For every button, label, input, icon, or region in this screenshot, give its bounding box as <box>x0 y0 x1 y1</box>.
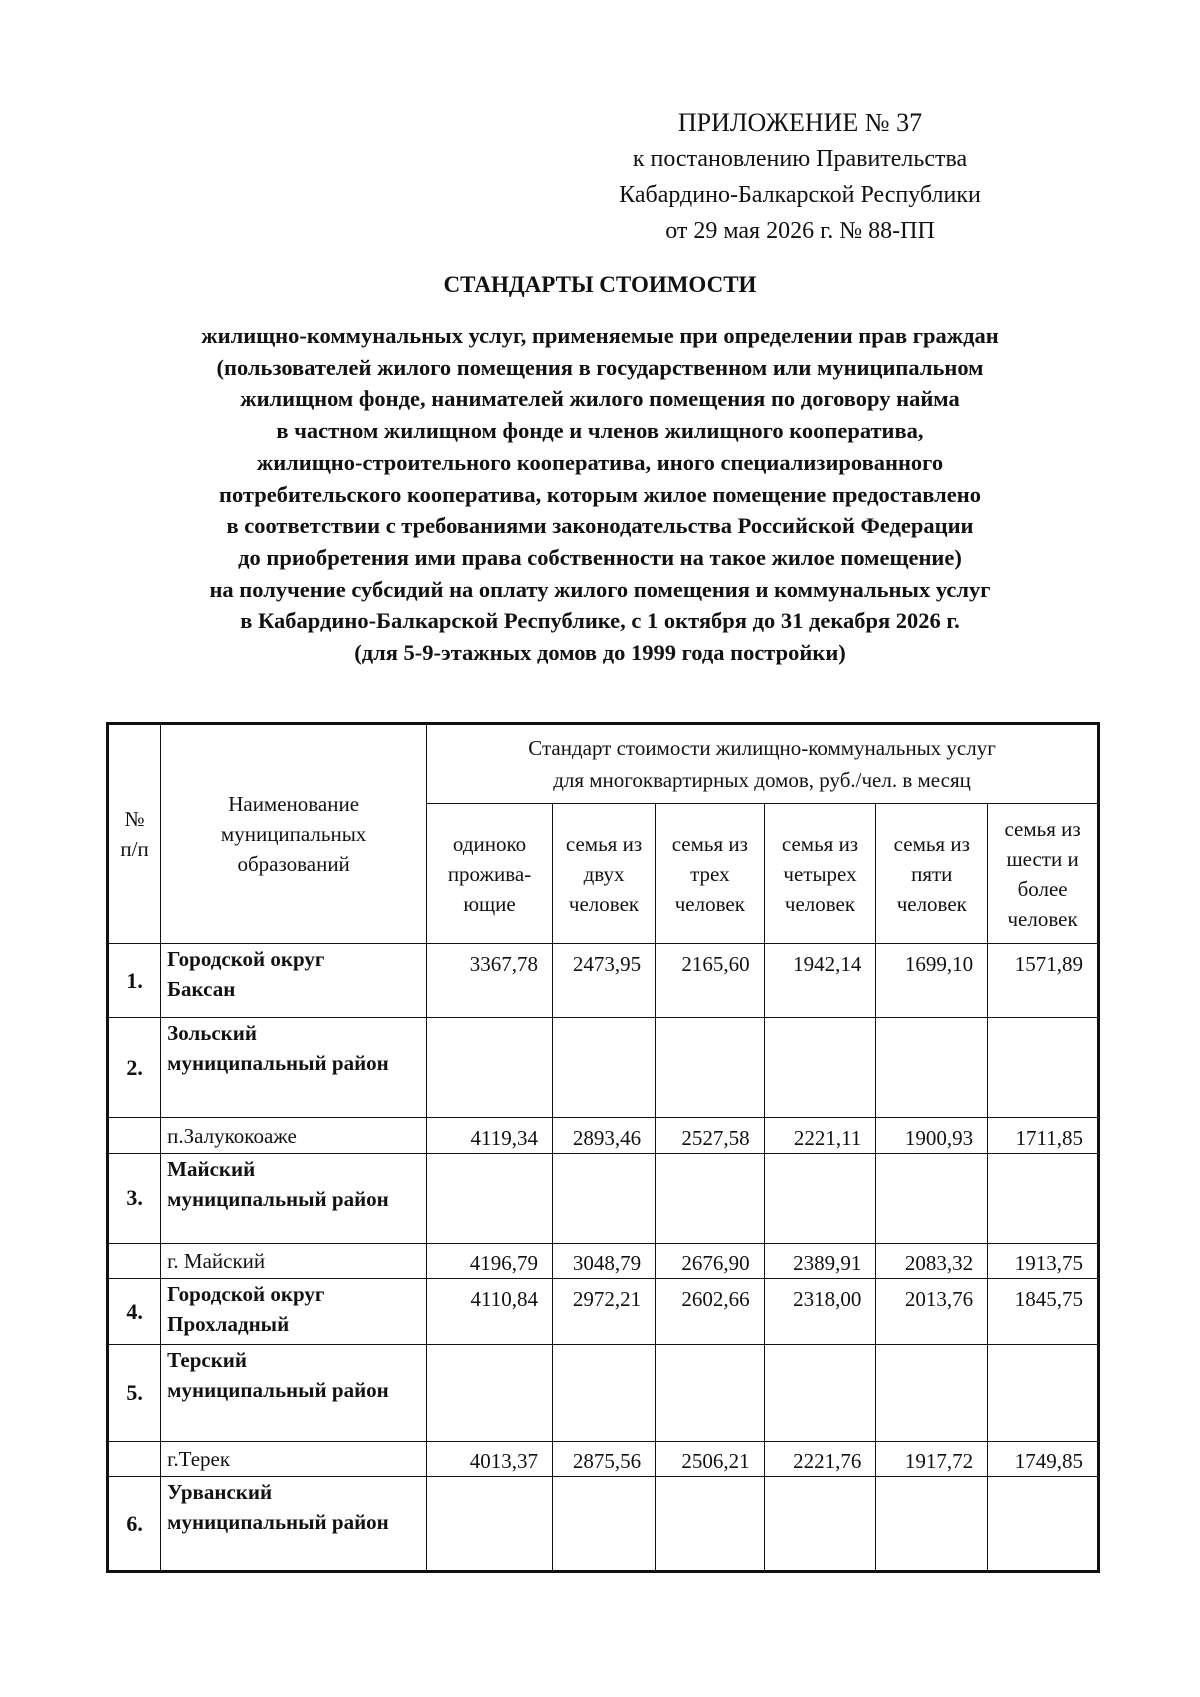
cost-value-cell: 3048,79 <box>552 1244 655 1279</box>
header-group: Стандарт стоимости жилищно-коммунальных услуг для многоквартирных домов, руб./чел. в месяц <box>427 724 1099 804</box>
cost-value-cell <box>552 1345 655 1442</box>
municipality-name: Урванский муниципальный район <box>161 1477 427 1572</box>
header-family-three: семья из трех человек <box>656 804 765 944</box>
cost-value-cell <box>656 1153 765 1243</box>
cost-value-cell: 2506,21 <box>656 1441 765 1476</box>
row-number: 3. <box>108 1153 161 1243</box>
locality-name: п.Залукокоаже <box>161 1118 427 1153</box>
appendix-line-2: Кабардино-Балкарской Республики <box>619 182 981 208</box>
cost-value-cell: 1845,75 <box>988 1279 1099 1345</box>
table-row <box>108 1441 1099 1476</box>
municipality-name: Майский муниципальный район <box>161 1153 427 1243</box>
cost-value-cell <box>427 1153 553 1243</box>
cost-value-cell <box>988 1345 1099 1442</box>
municipality-name: Городской округ Баксан <box>161 944 427 1018</box>
cost-value-cell: 2083,32 <box>876 1244 988 1279</box>
cost-value-cell: 2972,21 <box>552 1279 655 1345</box>
cost-value-cell: 2527,58 <box>656 1118 765 1153</box>
table-row <box>108 1018 1099 1118</box>
cost-value-cell: 1917,72 <box>876 1441 988 1476</box>
table-body <box>108 944 1099 1572</box>
cost-value-cell: 2875,56 <box>552 1441 655 1476</box>
cost-value-cell: 2893,46 <box>552 1118 655 1153</box>
cost-value-cell: 2602,66 <box>656 1279 765 1345</box>
appendix-line-3: от 29 мая 2026 г. № 88-ПП <box>665 218 935 244</box>
municipality-name: Терский муниципальный район <box>161 1345 427 1442</box>
cost-value-cell <box>427 1018 553 1118</box>
cost-value-cell: 2473,95 <box>552 944 655 1018</box>
cost-value-cell: 1711,85 <box>988 1118 1099 1153</box>
row-number: 6. <box>108 1477 161 1572</box>
header-number: № п/п <box>108 724 161 944</box>
cost-value-cell <box>552 1477 655 1572</box>
cost-value-cell <box>876 1345 988 1442</box>
appendix-line-1: к постановлению Правительства <box>632 146 968 172</box>
header-name: Наименование муниципальных образований <box>161 724 427 944</box>
municipality-name: Зольский муниципальный район <box>161 1018 427 1118</box>
table-row <box>108 1279 1099 1345</box>
cost-value-cell: 2165,60 <box>656 944 765 1018</box>
row-number <box>108 1244 161 1279</box>
cost-value-cell: 4013,37 <box>427 1441 553 1476</box>
table-row <box>108 1118 1099 1153</box>
header-family-two: семья из двух человек <box>552 804 655 944</box>
cost-standards-table <box>106 722 1100 1573</box>
row-number: 5. <box>108 1345 161 1442</box>
cost-value-cell <box>764 1153 876 1243</box>
cost-value-cell <box>656 1477 765 1572</box>
cost-value-cell: 1913,75 <box>988 1244 1099 1279</box>
cost-value-cell: 1942,14 <box>764 944 876 1018</box>
cost-value-cell <box>764 1018 876 1118</box>
cost-value-cell <box>764 1477 876 1572</box>
cost-value-cell: 2013,76 <box>876 1279 988 1345</box>
header-single: одиноко прожива- ющие <box>427 804 553 944</box>
row-number <box>108 1441 161 1476</box>
cost-value-cell: 1699,10 <box>876 944 988 1018</box>
cost-value-cell <box>988 1018 1099 1118</box>
cost-value-cell <box>656 1345 765 1442</box>
cost-value-cell: 4196,79 <box>427 1244 553 1279</box>
municipality-name: Городской округ Прохладный <box>161 1279 427 1345</box>
row-number: 2. <box>108 1018 161 1118</box>
cost-value-cell <box>876 1018 988 1118</box>
cost-value-cell <box>427 1345 553 1442</box>
appendix-number: ПРИЛОЖЕНИЕ № 37 <box>677 108 923 137</box>
cost-value-cell: 2318,00 <box>764 1279 876 1345</box>
row-number <box>108 1118 161 1153</box>
cost-value-cell: 4119,34 <box>427 1118 553 1153</box>
cost-value-cell <box>876 1477 988 1572</box>
cost-value-cell <box>552 1153 655 1243</box>
cost-value-cell <box>876 1153 988 1243</box>
cost-value-cell <box>988 1477 1099 1572</box>
header-family-four: семья из четырех человек <box>764 804 876 944</box>
cost-value-cell: 1749,85 <box>988 1441 1099 1476</box>
row-number: 4. <box>108 1279 161 1345</box>
locality-name: г. Майский <box>161 1244 427 1279</box>
cost-value-cell <box>764 1345 876 1442</box>
locality-name: г.Терек <box>161 1441 427 1476</box>
cost-value-cell <box>656 1018 765 1118</box>
appendix-header <box>560 105 1040 249</box>
cost-value-cell: 1571,89 <box>988 944 1099 1018</box>
cost-value-cell: 4110,84 <box>427 1279 553 1345</box>
document-title: СТАНДАРТЫ СТОИМОСТИ <box>443 272 757 297</box>
cost-value-cell: 1900,93 <box>876 1118 988 1153</box>
cost-value-cell <box>552 1018 655 1118</box>
cost-value-cell: 2389,91 <box>764 1244 876 1279</box>
table-row <box>108 1153 1099 1243</box>
header-family-six-plus: семья из шести и более человек <box>988 804 1099 944</box>
row-number: 1. <box>108 944 161 1018</box>
cost-value-cell <box>427 1477 553 1572</box>
table-row <box>108 944 1099 1018</box>
cost-value-cell: 3367,78 <box>427 944 553 1018</box>
header-family-five: семья из пяти человек <box>876 804 988 944</box>
cost-value-cell: 2221,11 <box>764 1118 876 1153</box>
table-row <box>108 1345 1099 1442</box>
cost-value-cell <box>988 1153 1099 1243</box>
document-description: жилищно-коммунальных услуг, применяемые при определении прав граждан (пользователей жилого помещения в государственном или муниципальном жилищном фонде, нанимателей жилого помещения по договору найма в частном жилищном фонде и членов жилищного кооператива, жилищно-строительного кооператива, иного специализированного потребительского кооператива, которым жилое помещение предоставлено в соответствии с требованиями законодательства Российской Федерации до приобретения ими права собственности на такое жилое помещение) на получение субсидий на оплату жилого помещения и коммунальных услуг в Кабардино-Балкарской Республике, с 1 октября до 31 декабря 2026 г. (для 5-9-этажных домов до 1999 года постройки) <box>201 323 999 666</box>
table-row <box>108 1477 1099 1572</box>
cost-value-cell: 2221,76 <box>764 1441 876 1476</box>
table-row <box>108 1244 1099 1279</box>
cost-value-cell: 2676,90 <box>656 1244 765 1279</box>
